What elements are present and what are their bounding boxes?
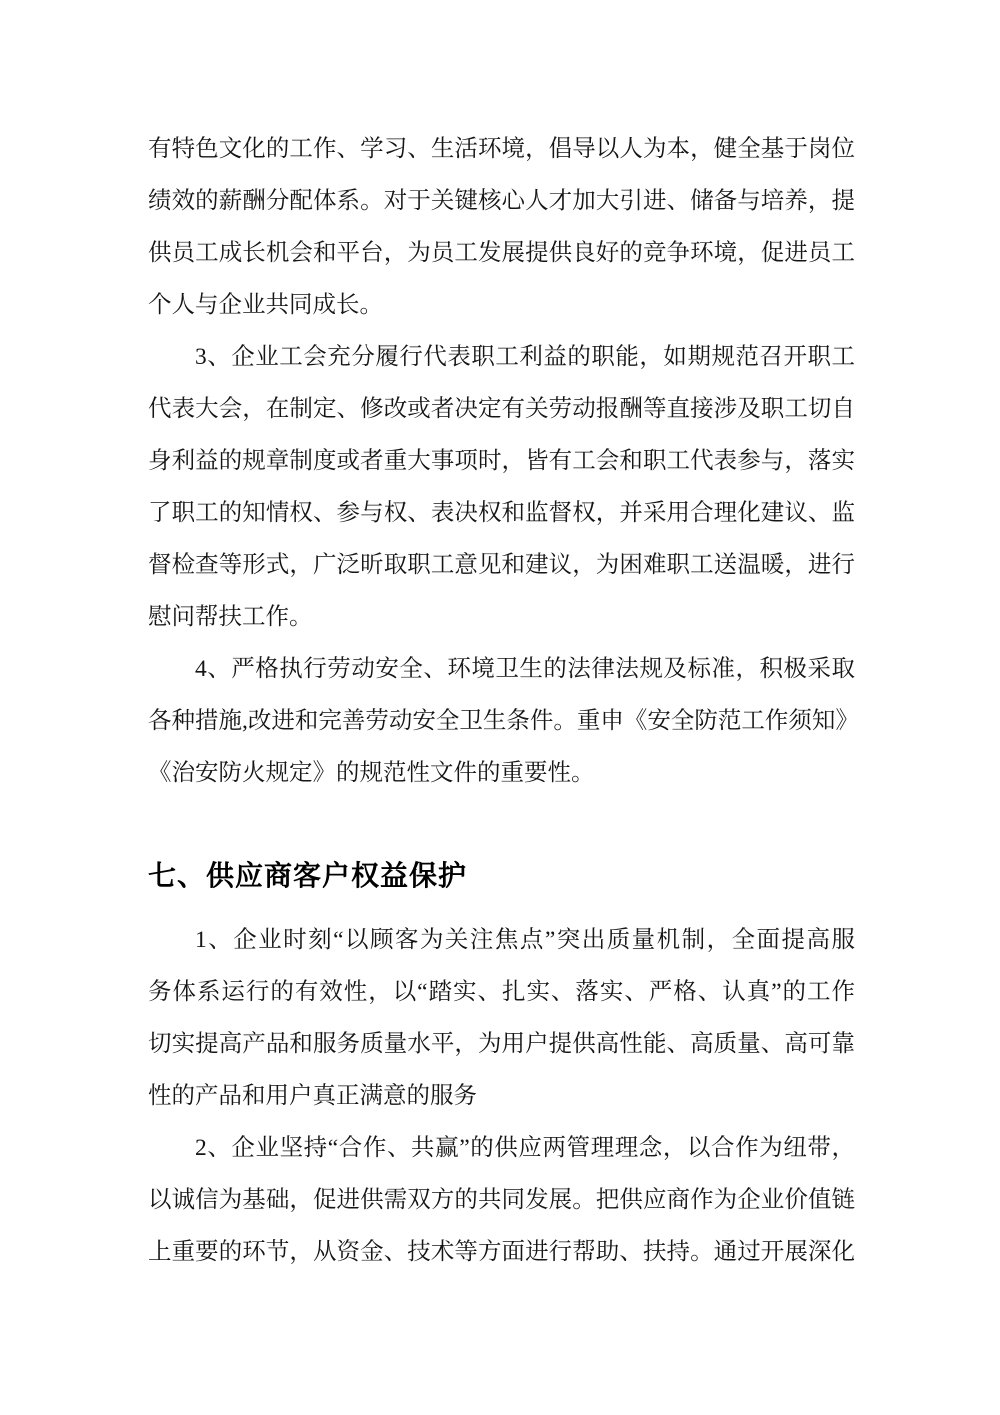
paragraph-item-1-quality	[148, 914, 855, 1122]
text-line: 切实提高产品和服务质量水平，为用户提供高性能、高质量、高可靠	[148, 1031, 855, 1057]
paragraph-item-2-cooperation	[148, 1122, 855, 1278]
paragraph-item-3-union	[148, 331, 855, 643]
text-line: 4、严格执行劳动安全、环境卫生的法律法规及标准，积极采取	[195, 656, 855, 682]
text-line: 身利益的规章制度或者重大事项时，皆有工会和职工代表参与，落实	[148, 448, 855, 474]
paragraph-employee-growth	[148, 123, 855, 331]
text-line: 1、企业时刻“以顾客为关注焦点”突出质量机制，全面提高服	[195, 927, 855, 953]
text-line: 性的产品和用户真正满意的服务	[148, 1083, 477, 1109]
text-line: 各种措施,改进和完善劳动安全卫生条件。重申《安全防范工作须知》	[148, 708, 859, 734]
text-line: 绩效的薪酬分配体系。对于关键核心人才加大引进、储备与培养，提	[148, 188, 855, 214]
section-heading-supplier-customer-rights: 七、供应商客户权益保护	[148, 860, 468, 891]
text-line: 个人与企业共同成长。	[148, 292, 383, 318]
text-line: 了职工的知情权、参与权、表决权和监督权，并采用合理化建议、监	[148, 500, 855, 526]
text-line: 务体系运行的有效性，以“踏实、扎实、落实、严格、认真”的工作	[148, 979, 855, 1005]
text-line: 《治安防火规定》的规范性文件的重要性。	[148, 760, 595, 786]
text-line: 3、企业工会充分履行代表职工利益的职能，如期规范召开职工	[195, 344, 855, 370]
text-line: 代表大会，在制定、修改或者决定有关劳动报酬等直接涉及职工切自	[148, 396, 855, 422]
text-line: 以诚信为基础，促进供需双方的共同发展。把供应商作为企业价值链	[148, 1187, 855, 1213]
text-line: 慰问帮扶工作。	[148, 604, 313, 630]
text-line: 供员工成长机会和平台，为员工发展提供良好的竞争环境，促进员工	[148, 240, 855, 266]
paragraph-item-4-safety	[148, 643, 859, 799]
text-line: 上重要的环节，从资金、技术等方面进行帮助、扶持。通过开展深化	[148, 1239, 855, 1265]
text-line: 2、企业坚持“合作、共赢”的供应两管理理念，以合作为纽带，	[195, 1135, 855, 1161]
text-line: 有特色文化的工作、学习、生活环境，倡导以人为本，健全基于岗位	[148, 136, 855, 162]
text-line: 督检查等形式，广泛昕取职工意见和建议，为困难职工送温暖，进行	[148, 552, 855, 578]
